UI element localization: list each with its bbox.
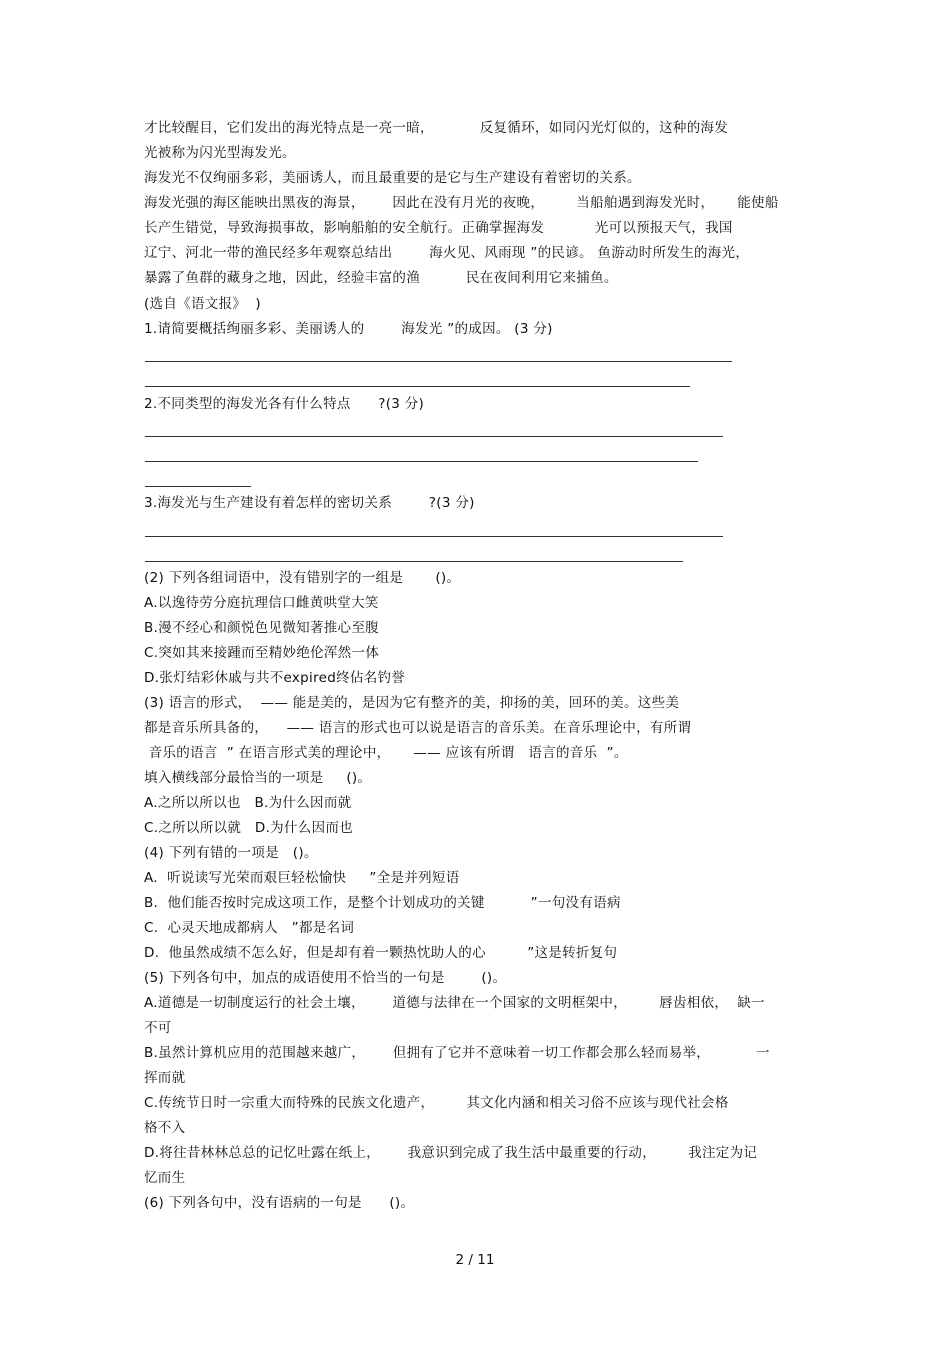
option-c: C.传统节日时一宗重大而特殊的民族文化遗产， 其文化内涵和相关习俗不应该与现代社会格	[144, 1095, 729, 1111]
text-line: 音乐的语言 ” 在语言形式美的理论中， —— 应该有所谓 语言的音乐 ”。	[144, 745, 628, 761]
question-2-choice: (2) 下列各组词语中，没有错别字的一组是 ()。	[144, 570, 461, 586]
option-a: A.以逸待劳分庭抗理信口雌黄哄堂大笑	[144, 595, 379, 611]
option-d: D.将往昔林林总总的记忆吐露在纸上， 我意识到完成了我生活中最重要的行动， 我注定为记	[144, 1145, 758, 1161]
source-note: (选自《语文报》 )	[144, 296, 261, 312]
answer-line	[145, 536, 723, 537]
answer-line	[145, 461, 698, 462]
text-line: 才比较醒目，它们发出的海光特点是一亮一暗， 反复循环，如同闪光灯似的，这种的海发	[144, 120, 729, 136]
answer-line	[145, 436, 723, 437]
text-line: 辽宁、河北一带的渔民经多年观察总结出 海火见、风雨现 ”的民谚。 鱼游动时所发生的海光，	[144, 245, 750, 261]
option-d: D. 他虽然成绩不怎么好，但是却有着一颗热忱助人的心 ”这是转折复句	[144, 945, 618, 961]
option-b: B.漫不经心和颜悦色见微知著推心至腹	[144, 620, 379, 636]
text-line: 长产生错觉，导致海损事故，影响船舶的安全航行。正确掌握海发 光可以预报天气，我国	[144, 220, 733, 236]
page-indicator: 2 / 11	[455, 1252, 495, 1268]
text-line: 都是音乐所具备的， —— 语言的形式也可以说是语言的音乐美。在音乐理论中，有所谓	[144, 720, 692, 736]
option-c: C. 心灵天地成都病人 ”都是名词	[144, 920, 355, 936]
option-b: B. 他们能否按时完成这项工作，是整个计划成功的关键 ”一句没有语病	[144, 895, 621, 911]
question-3-choice: (3) 语言的形式， —— 能是美的，是因为它有整齐的美，抑扬的美，回环的美。这些美	[144, 695, 680, 711]
option-row: C.之所以所以就 D.为什么因而也	[144, 820, 353, 836]
text-line: 海发光强的海区能映出黑夜的海景， 因此在没有月光的夜晚， 当船舶遇到海发光时， 能使船	[144, 195, 779, 211]
text-line: 忆而生	[144, 1170, 186, 1186]
option-a: A. 听说读写光荣而艰巨轻松愉快 ”全是并列短语	[144, 870, 460, 886]
answer-line	[145, 386, 690, 387]
option-b: B.虽然计算机应用的范围越来越广， 但拥有了它并不意味着一切工作都会那么轻而易举， 一	[144, 1045, 770, 1061]
option-d: D.张灯结彩休戚与共不expired终佔名钓誉	[144, 670, 406, 686]
text-line: 暴露了鱼群的藏身之地，因此，经验丰富的渔 民在夜间利用它来捕鱼。	[144, 270, 618, 286]
text-line: 格不入	[144, 1120, 186, 1136]
answer-line	[145, 361, 732, 362]
question-6-choice: (6) 下列各句中，没有语病的一句是 ()。	[144, 1195, 415, 1211]
question-3: 3.海发光与生产建设有着怎样的密切关系 ?(3 分)	[144, 495, 475, 511]
text-line: 光被称为闪光型海发光。	[144, 145, 296, 161]
question-2: 2.不同类型的海发光各有什么特点 ?(3 分)	[144, 396, 425, 412]
text-line: 填入横线部分最恰当的一项是 ()。	[144, 770, 372, 786]
option-c: C.突如其来接踵而至精妙绝伦浑然一体	[144, 645, 380, 661]
text-line: 挥而就	[144, 1070, 186, 1086]
option-a: A.道德是一切制度运行的社会土壤， 道德与法律在一个国家的文明框架中， 唇齿相依， 缺一	[144, 995, 765, 1011]
answer-line	[145, 486, 251, 487]
option-row: A.之所以所以也 B.为什么因而就	[144, 795, 352, 811]
text-line: 海发光不仅绚丽多彩，美丽诱人，而且最重要的是它与生产建设有着密切的关系。	[144, 170, 641, 186]
question-5-choice: (5) 下列各句中，加点的成语使用不恰当的一句是 ()。	[144, 970, 507, 986]
question-4-choice: (4) 下列有错的一项是 ()。	[144, 845, 318, 861]
answer-line	[145, 561, 683, 562]
text-line: 不可	[144, 1020, 172, 1036]
question-1: 1.请简要概括绚丽多彩、美丽诱人的 海发光 ”的成因。 (3 分)	[144, 321, 553, 337]
